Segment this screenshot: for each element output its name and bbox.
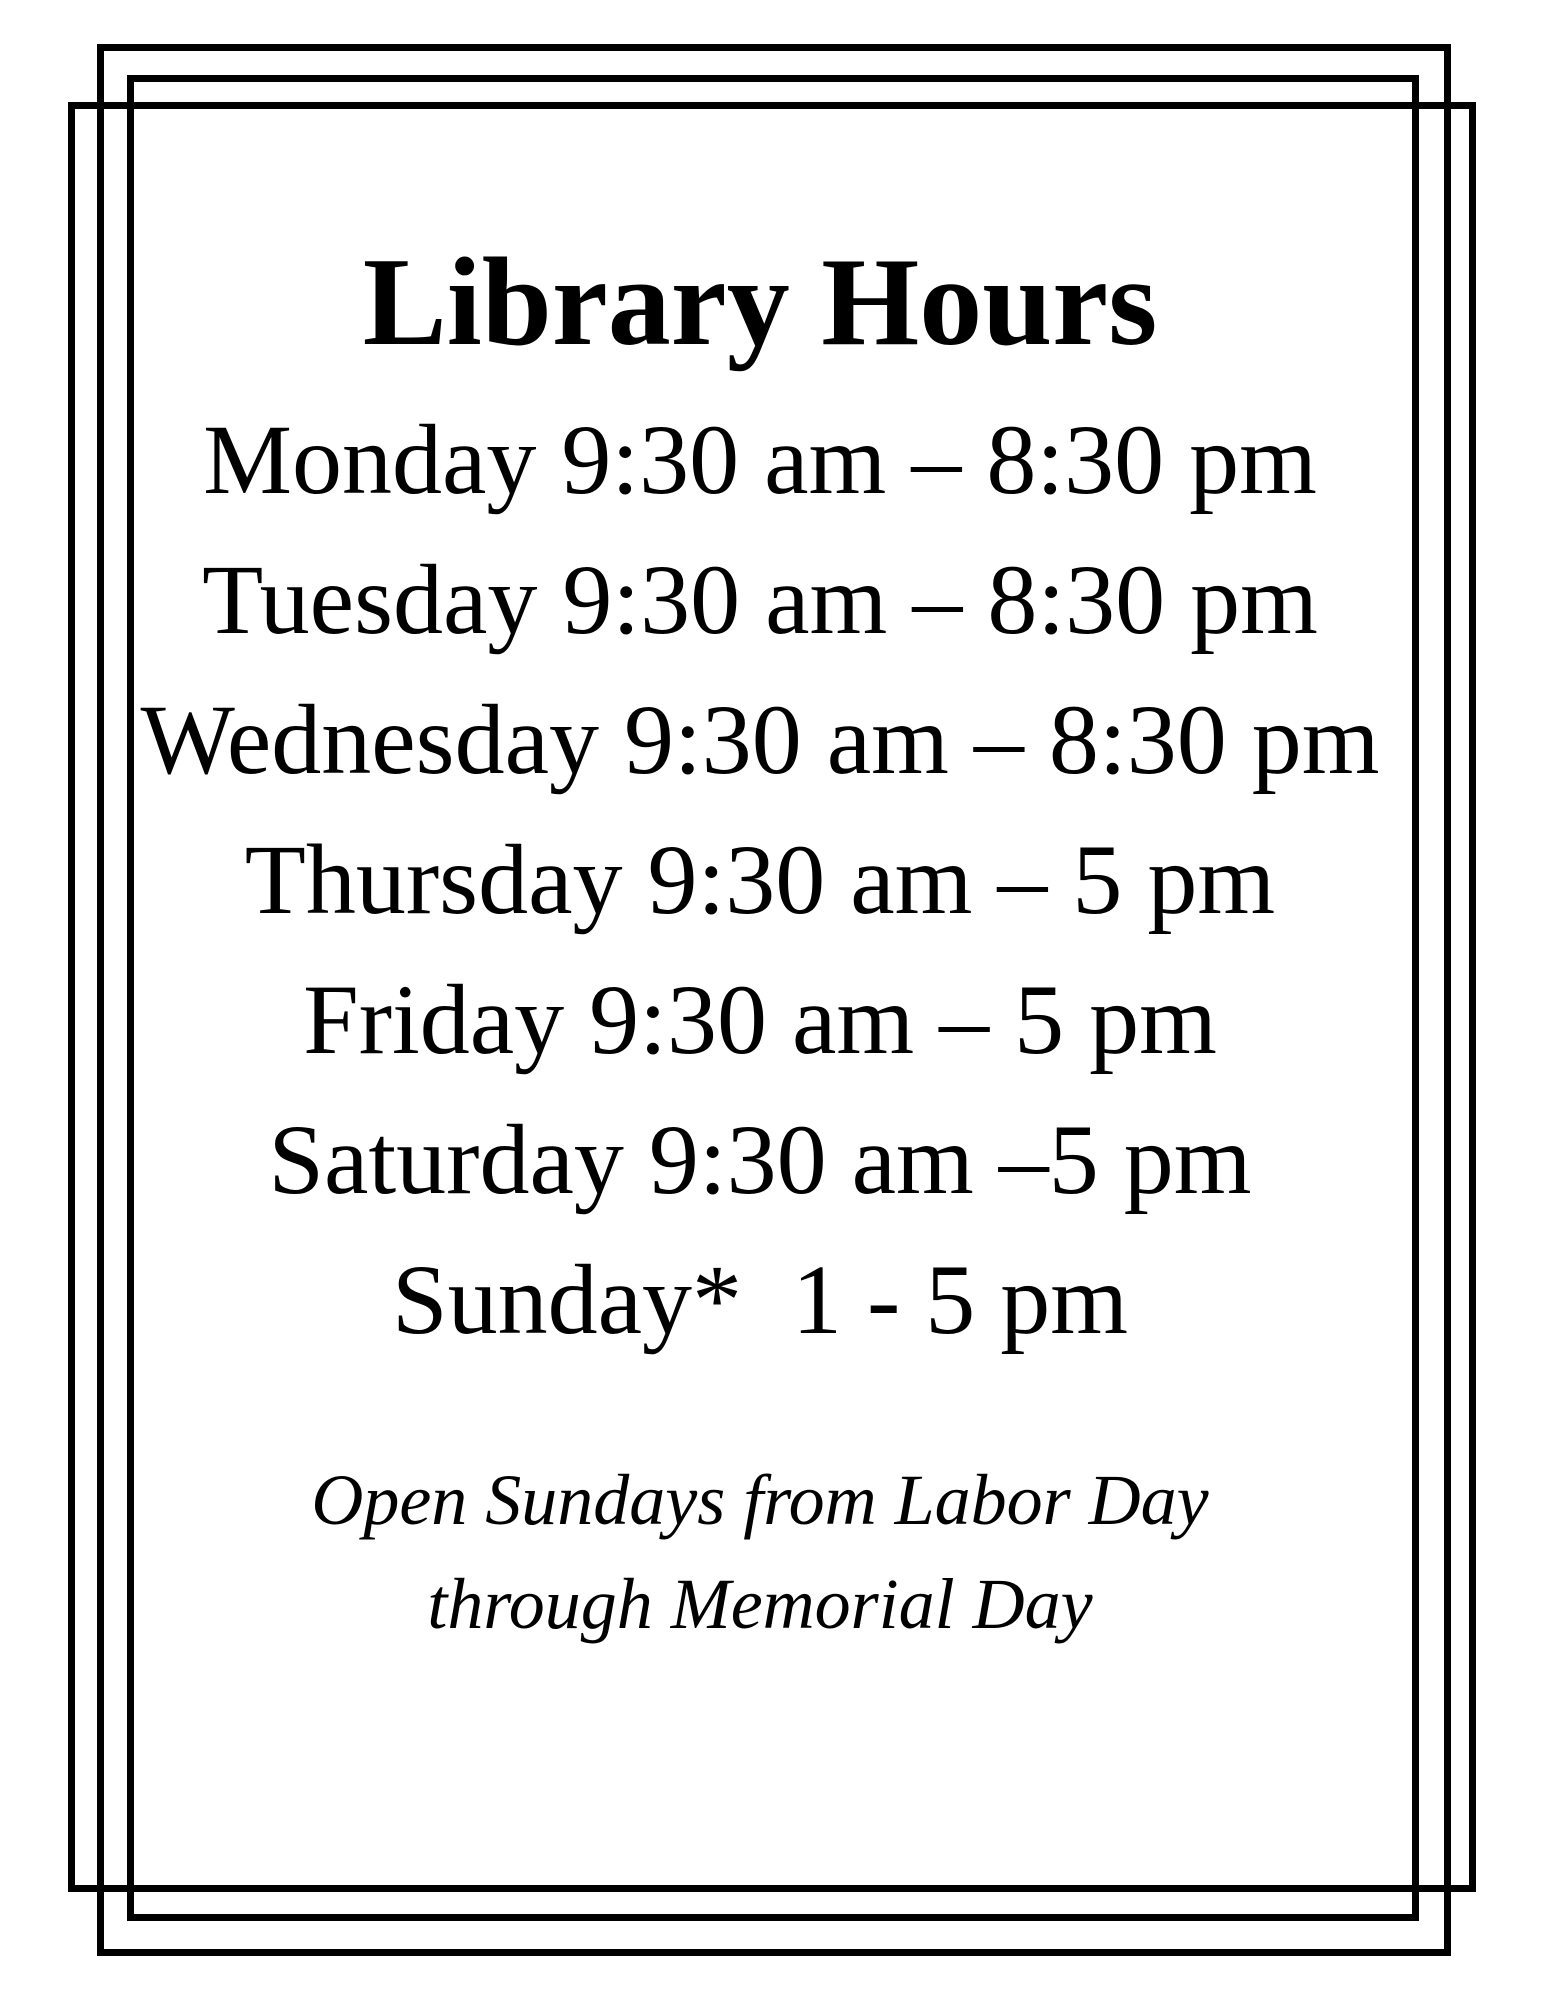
hours-row-friday: Friday 9:30 am – 5 pm (303, 964, 1217, 1075)
sunday-note (0, 1448, 1520, 1656)
hours-row-tuesday: Tuesday 9:30 am – 8:30 pm (202, 544, 1318, 655)
hours-row-saturday: Saturday 9:30 am –5 pm (268, 1104, 1252, 1215)
hours-row-monday: Monday 9:30 am – 8:30 pm (203, 404, 1317, 515)
hours-row-wednesday: Wednesday 9:30 am – 8:30 pm (140, 684, 1380, 795)
hours-row-sunday: Sunday* 1 - 5 pm (391, 1244, 1129, 1355)
page-title: Library Hours (362, 233, 1158, 372)
hours-row-thursday: Thursday 9:30 am – 5 pm (244, 824, 1276, 935)
sunday-note-line-2: through Memorial Day (427, 1564, 1093, 1644)
sunday-note-line-1: Open Sundays from Labor Day (311, 1460, 1209, 1540)
hours-list (0, 390, 1520, 1370)
